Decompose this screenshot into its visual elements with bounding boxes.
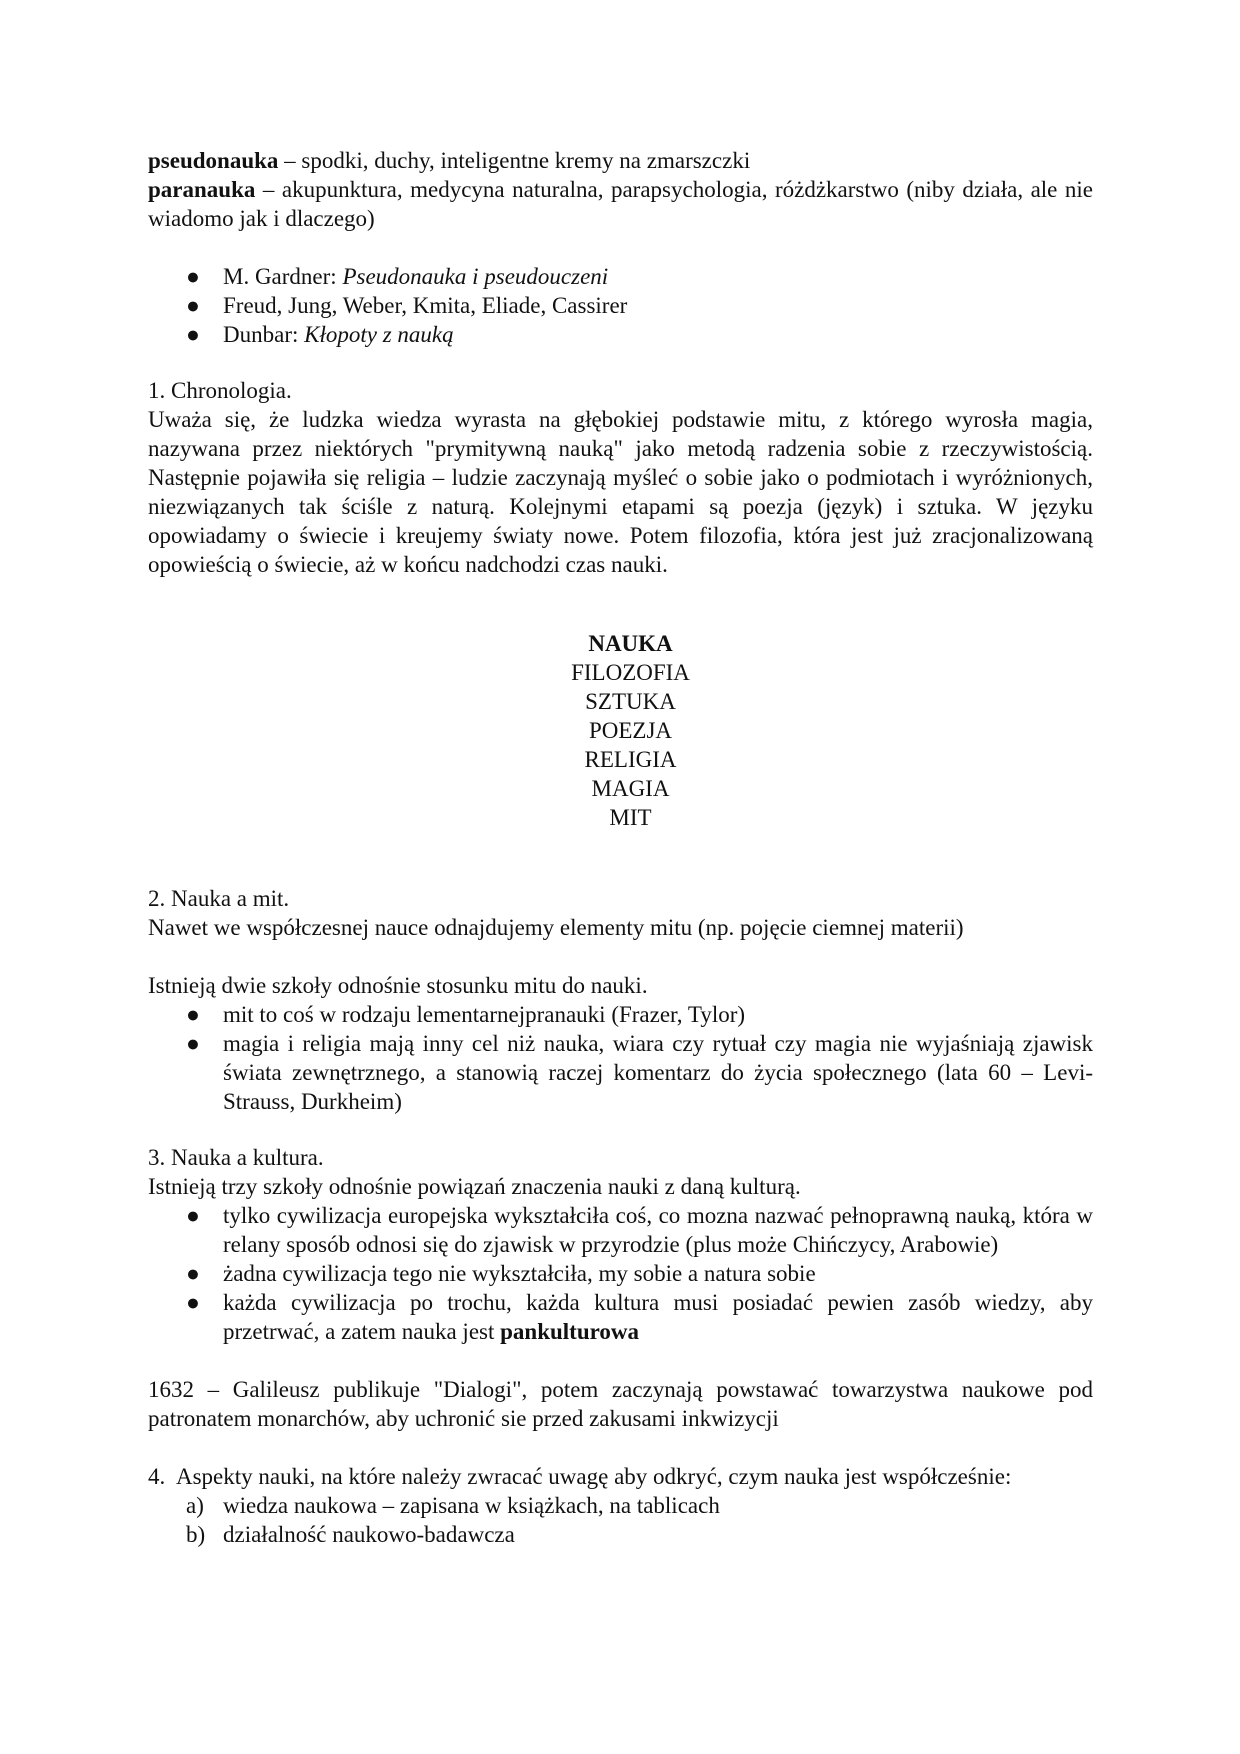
section1-body: Uważa się, że ludzka wiedza wyrasta na głębokiej podstawie mitu, z którego wyrosła magia, nazywana przez niektórych "prymitywną nauką" jako metodą radzenia sobie z rzeczywistością. Następnie pojawiła się religia – ludzie zaczynają myśleć o sobie jako o podmiotach i wyróżnionych, niezwiązanych tak ściśle z naturą. Kolejnymi etapami są poezja (język) i sztuka. W języku opowiadamy o świecie i kreujemy światy nowe. Potem filozofia, która jest już zracjonalizowaną opowieścią o świecie, aż w końcu nadchodzi czas nauki. <box>148 407 1093 577</box>
reference-title: Kłopoty z nauką <box>304 322 454 347</box>
section4-items <box>148 1491 1093 1549</box>
reference-author: Dunbar: <box>223 322 305 347</box>
list-item-emphasis: pankulturowa <box>500 1319 640 1344</box>
list-item-text: każda cywilizacja po trochu, każda kultura musi posiadać pewien zasób wiedzy, aby przetrwać, a zatem nauka jest <box>223 1290 1093 1344</box>
list-item-text: działalność naukowo-badawcza <box>223 1522 515 1547</box>
list-item: ● mit to coś w rodzaju lementarnejpranauki (Frazer, Tylor) <box>186 1002 746 1027</box>
hierarchy-top: NAUKA <box>588 631 673 656</box>
list-item-text: tylko cywilizacja europejska wykształciła coś, co mozna nazwać pełnoprawną nauką, która w relany sposób odnosi się do zjawisk w przyrodzie (plus może Chińczycy, Arabowie) <box>223 1203 1093 1257</box>
reference-author: M. Gardner: <box>223 264 343 289</box>
list-item-marker: a) <box>186 1493 204 1518</box>
list-item: ● każda cywilizacja po trochu, każda kultura musi posiadać pewien zasób wiedzy, aby przetrwać, a zatem nauka jest pankulturowa <box>186 1290 1093 1344</box>
reference-item: ● M. Gardner: Pseudonauka i pseudouczeni <box>186 264 609 289</box>
section2-intro-emphasis: mitu do nauki. <box>514 973 648 998</box>
list-item <box>186 1520 1093 1549</box>
definition-paranauka-text: – akupunktura, medycyna naturalna, parapsychologia, różdżkarstwo (niby działa, ale nie wiadomo jak i dlaczego) <box>148 177 1093 231</box>
section4-heading <box>148 1462 1093 1491</box>
list-item: ● żadna cywilizacja tego nie wykształciła, my sobie a natura sobie <box>186 1261 816 1286</box>
hierarchy-level: SZTUKA <box>585 689 676 714</box>
list-item <box>186 1491 1093 1520</box>
section2-heading: 2. Nauka a mit. <box>148 886 290 911</box>
list-item-text: wiedza naukowa – zapisana w książkach, na tablicach <box>223 1493 720 1518</box>
hierarchy-level: MAGIA <box>591 776 670 801</box>
list-item-text: żadna cywilizacja tego nie wykształciła, my sobie a natura sobie <box>223 1261 816 1286</box>
list-item-text: mit to coś w rodzaju lementarnejpranauki (Frazer, Tylor) <box>223 1002 746 1027</box>
hierarchy-level: POEZJA <box>588 718 673 743</box>
galileo-note: 1632 – Galileusz publikuje "Dialogi", potem zaczynają powstawać towarzystwa naukowe pod patronatem monarchów, aby uchronić sie przed zakusami inkwizycji <box>148 1377 1093 1431</box>
document-page <box>148 146 1093 1549</box>
hierarchy-level: MIT <box>609 805 652 830</box>
knowledge-hierarchy <box>148 629 1093 832</box>
definition-pseudonauka-text: – spodki, duchy, inteligentne kremy na zmarszczki <box>278 148 751 173</box>
reference-list <box>148 262 1093 349</box>
hierarchy-level: FILOZOFIA <box>571 660 690 685</box>
reference-author: Freud, Jung, Weber, Kmita, Eliade, Cassirer <box>223 293 628 318</box>
section3-heading: 3. Nauka a kultura. <box>148 1145 324 1170</box>
section2-intro <box>148 971 1093 1000</box>
section3-intro: Istnieją trzy szkoły odnośnie powiązań znaczenia nauki z daną kulturą. <box>148 1174 801 1199</box>
section2-points <box>148 1000 1093 1116</box>
definition-paranauka <box>148 175 1093 233</box>
section4-number: 4. <box>148 1464 166 1489</box>
hierarchy-level: RELIGIA <box>584 747 677 772</box>
term-paranauka: paranauka <box>148 177 256 202</box>
section2-intro-text: Istnieją dwie szkoły odnośnie stosunku <box>148 973 515 998</box>
list-item: ● tylko cywilizacja europejska wykształciła coś, co mozna nazwać pełnoprawną nauką, która w relany sposób odnosi się do zjawisk w przyrodzie (plus może Chińczycy, Arabowie) <box>186 1203 1093 1257</box>
reference-title: Pseudonauka i pseudouczeni <box>342 264 609 289</box>
section4-heading-text: Aspekty nauki, na które należy zwracać uwagę aby odkryć, czym nauka jest współcześnie: <box>176 1464 1012 1489</box>
section3-points <box>148 1201 1093 1346</box>
list-item-marker: b) <box>186 1522 206 1547</box>
list-item: ● magia i religia mają inny cel niż nauka, wiara czy rytuał czy magia nie wyjaśniają zjawisk świata zewnętrznego, a stanowią raczej komentarz do życia społecznego (lata 60 – Levi-Strauss, Durkheim) <box>186 1031 1093 1114</box>
definition-pseudonauka <box>148 146 1093 175</box>
reference-item: ● Dunbar: Kłopoty z nauką <box>186 322 454 347</box>
term-pseudonauka: pseudonauka <box>148 148 279 173</box>
reference-item: ● Freud, Jung, Weber, Kmita, Eliade, Cassirer <box>186 293 628 318</box>
section2-body: Nawet we współczesnej nauce odnajdujemy elementy mitu (np. pojęcie ciemnej materii) <box>148 915 964 940</box>
list-item-text: magia i religia mają inny cel niż nauka, wiara czy rytuał czy magia nie wyjaśniają zjawisk świata zewnętrznego, a stanowią raczej komentarz do życia społecznego (lata 60 – Levi-Strauss, Durkheim) <box>223 1031 1093 1114</box>
section1-heading: 1. Chronologia. <box>148 378 292 403</box>
